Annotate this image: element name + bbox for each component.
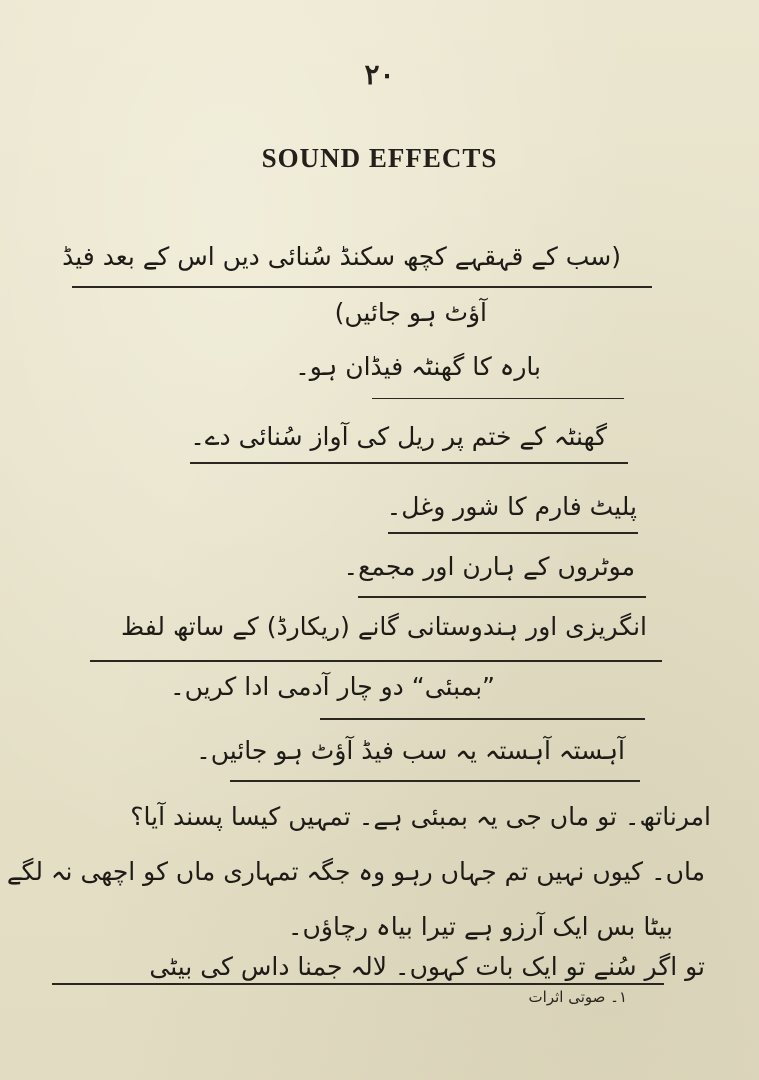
direction-line-6: موٹروں کے ہارن اور مجمع۔ <box>343 552 635 581</box>
direction-line-7: انگریزی اور ہندوستانی گانے (ریکارڈ) کے ساتھ لفظ <box>121 612 647 641</box>
underline-4 <box>190 462 628 464</box>
underline-6 <box>358 596 646 598</box>
direction-line-9: آہستہ آہستہ یہ سب فیڈ آؤٹ ہو جائیں۔ <box>196 736 625 765</box>
footnote: ۱۔ صوتی اثرات <box>528 988 627 1006</box>
underline-3 <box>372 398 624 399</box>
underline-1 <box>72 286 652 288</box>
footnote-rule <box>52 983 664 985</box>
direction-line-5: پلیٹ فارم کا شور وغل۔ <box>386 492 637 521</box>
underline-7 <box>90 660 662 662</box>
dialogue-line-2: ماں۔ کیوں نہیں تم جہاں رہو وہ جگہ تمہاری ماں کو اچھی نہ لگے <box>6 857 705 886</box>
direction-line-4: گھنٹہ کے ختم پر ریل کی آواز سُنائی دے۔ <box>190 422 607 451</box>
dialogue-line-4: تو اگر سُنے تو ایک بات کہوں۔ لالہ جمنا داس کی بیٹی <box>149 952 705 981</box>
direction-line-8: ”بمبئی“ دو چار آدمی ادا کریں۔ <box>170 672 495 701</box>
direction-line-1: (سب کے قہقہے کچھ سکنڈ سُنائی دیں اس کے بعد فیڈ <box>62 242 621 271</box>
underline-5 <box>388 532 638 534</box>
dialogue-line-3: بیٹا بس ایک آرزو ہے تیرا بیاہ رچاؤں۔ <box>287 912 673 941</box>
underline-8 <box>320 718 645 720</box>
dialogue-line-1: امرناتھ۔ تو ماں جی یہ بمبئی ہے۔ تمہیں کیسا پسند آیا؟ <box>130 802 711 831</box>
section-heading: SOUND EFFECTS <box>261 143 498 173</box>
underline-9 <box>230 780 640 782</box>
direction-line-3: بارہ کا گھنٹہ فیڈان ہو۔ <box>295 352 541 381</box>
page-number: ۲۰ <box>364 58 395 91</box>
direction-line-2: آؤٹ ہو جائیں) <box>334 298 487 327</box>
